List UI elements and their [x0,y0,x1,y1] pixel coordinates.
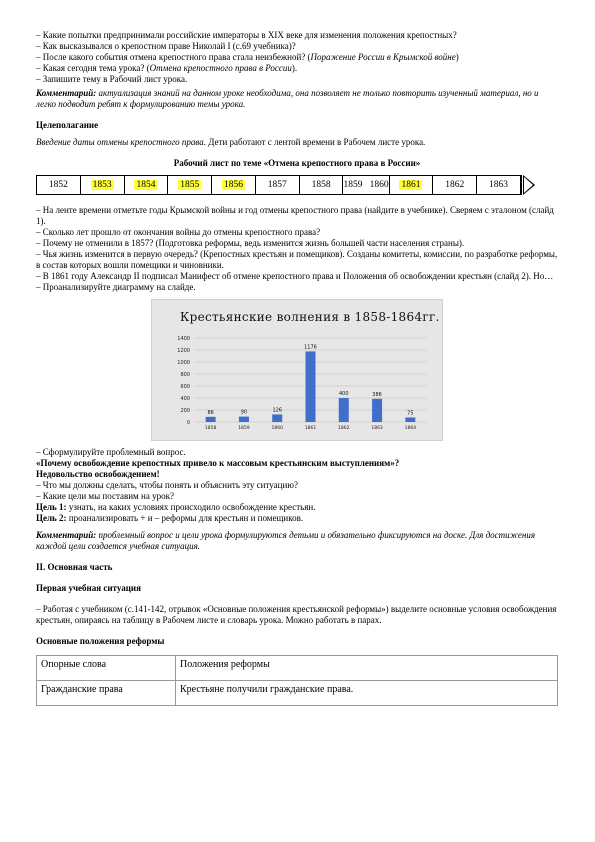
body-line: – В 1861 году Александр II подписал Манифест об отмене крепостного права и Положения об освобождении крестьян (слайд 2). Но… [36,271,554,281]
body-line: – На ленте времени отметьте годы Крымской войны и год отмены крепостного права (найдите в учебнике). Сверяем с эталоном (слайд 1). [36,205,554,226]
timeline-year-label: 1858 [311,180,331,190]
y-tick-label: 400 [180,396,190,402]
chart-title: Крестьянские волнения в 1858-1864гг. [180,310,440,324]
bar-value-label: 86 [207,409,214,416]
y-tick-label: 200 [180,408,190,414]
chart-bar [405,418,415,423]
chart-bar [239,417,249,422]
formulate-line: – Сформулируйте проблемный вопрос. [36,447,186,457]
table-cell: Гражданские права [37,681,176,706]
situation-text: – Работая с учебником (с.141-142, отрывок «Основные положения крестьянской реформы») выделите основные условия освобождения крестьян, опираясь на таблицу в Рабочем листе и словарь урока. Можно работать в парах. [36,604,557,625]
x-tick-label: 1861 [304,426,317,431]
section-heading: II. Основная часть [36,562,113,572]
bar-chart [152,300,442,440]
body-line: – Почему не отменили в 1857? (Подготовка реформы, ведь изменится жизнь большей части населения страны). [36,238,465,248]
question-line: – Как высказывался о крепостном праве Николай I (с.69 учебника)? [36,41,296,51]
chart-bar [372,399,382,422]
timeline-arrow [523,175,535,195]
timeline-year [81,176,125,194]
timeline-year [390,176,434,194]
worksheet-title: Рабочий лист по теме «Отмена крепостного права в России» [173,158,421,168]
x-tick-label: 1858 [204,426,217,431]
goal-2: Цель 2: проанализировать + и – реформы для крестьян и помещиков. [36,513,304,523]
timeline-year-label: 1859 1860 [343,180,389,190]
timeline-year [212,176,256,194]
table-header-row [37,656,558,681]
document-page [36,30,558,706]
goal-heading: Целеполагание [36,120,99,130]
x-tick-label: 1859 [238,426,250,431]
comment-paragraph: Комментарий: проблемный вопрос и цели урока формулируются детьми и обязательно фиксируются на доске. Для достижения каждой цели создается учебная ситуация. [36,530,536,551]
question-line: – Какие попытки предпринимали российские императоры в XIX веке для изменения положения крепостных? [36,30,457,40]
timeline-year-label: 1862 [445,180,465,190]
bar-value-label: 75 [407,410,414,417]
timeline-year [433,176,477,194]
x-tick-label: 1863 [371,426,383,431]
y-tick-label: 1400 [177,336,190,342]
y-tick-label: 1200 [177,348,190,354]
question-line: – Запишите тему в Рабочий лист урока. [36,74,188,84]
y-tick-label: 800 [180,372,190,378]
chart-bar [306,351,316,422]
chart-bar [272,414,282,422]
timeline-year-label: 1853 [92,180,112,190]
chart-container [151,299,443,441]
chart-bar [339,398,349,422]
bar-value-label: 1176 [304,344,317,351]
timeline-year-label: 1855 [180,180,200,190]
bar-value-label: 126 [272,407,282,414]
timeline-year-label: 1852 [48,180,68,190]
table-header-cell: Положения реформы [176,656,558,681]
problem-question: «Почему освобождение крепостных привело к массовым крестьянским выступлениям»? [36,458,400,468]
question-line: – Что мы должны сделать, чтобы понять и объяснить эту ситуацию? [36,480,298,490]
reform-table [36,655,558,706]
question-line: – Какие цели мы поставим на урок? [36,491,174,501]
y-tick-label: 0 [186,420,190,426]
body-line: – Чья жизнь изменится в первую очередь? (Крепостных крестьян и помещиков). Созданы комитеты, комиссии, по разработке реформы, в состав которых вошли помещики и чиновники. [36,249,558,270]
x-tick-label: 1864 [404,426,417,431]
x-tick-label: 1862 [338,426,350,431]
comment-paragraph: Комментарий: актуализация знаний на данном уроке необходима, она позволяет не только повторить изученный материал, но и легко подводит ребят к формулированию темы урока. [36,88,539,109]
table-cell: Крестьяне получили гражданские права. [176,681,558,706]
timeline-year [37,176,81,194]
chart-bar [206,417,216,422]
body-line: – Проанализируйте диаграмму на слайде. [36,282,196,292]
x-tick-label: 1860 [271,426,283,431]
question-line: – Какая сегодня тема урока? (Отмена крепостного права в России). [36,63,298,73]
timeline-year-label: 1863 [489,180,509,190]
table-header-cell: Опорные слова [37,656,176,681]
goal-line: Введение даты отмены крепостного права. Дети работают с лентой времени в Рабочем листе урока. [36,137,426,147]
body-line: – Сколько лет прошло от окончания войны до отмены крепостного права? [36,227,321,237]
y-tick-label: 600 [180,384,190,390]
timeline-year-label: 1861 [401,180,421,190]
question-line: – После какого события отмена крепостного права стала неизбежной? (Поражение России в Крымской войне) [36,52,459,62]
timeline-year [125,176,169,194]
timeline-year [256,176,300,194]
situation-heading: Первая учебная ситуация [36,583,141,593]
y-tick-label: 1000 [177,360,190,366]
bar-value-label: 90 [240,409,248,416]
timeline [36,175,522,195]
timeline-year-label: 1854 [136,180,156,190]
table-row [37,681,558,706]
timeline-year [343,176,389,194]
goal-1: Цель 1: узнать, на каких условиях происходило освобождение крестьян. [36,502,316,512]
timeline-year [300,176,344,194]
timeline-year [477,176,521,194]
timeline-year-label: 1856 [224,180,244,190]
table-heading: Основные положения реформы [36,636,165,646]
timeline-year-label: 1857 [267,180,287,190]
bar-value-label: 386 [372,391,382,398]
bar-value-label: 400 [339,391,349,397]
dissatisfaction-line: Недовольство освобождением! [36,469,160,479]
timeline-year [168,176,212,194]
